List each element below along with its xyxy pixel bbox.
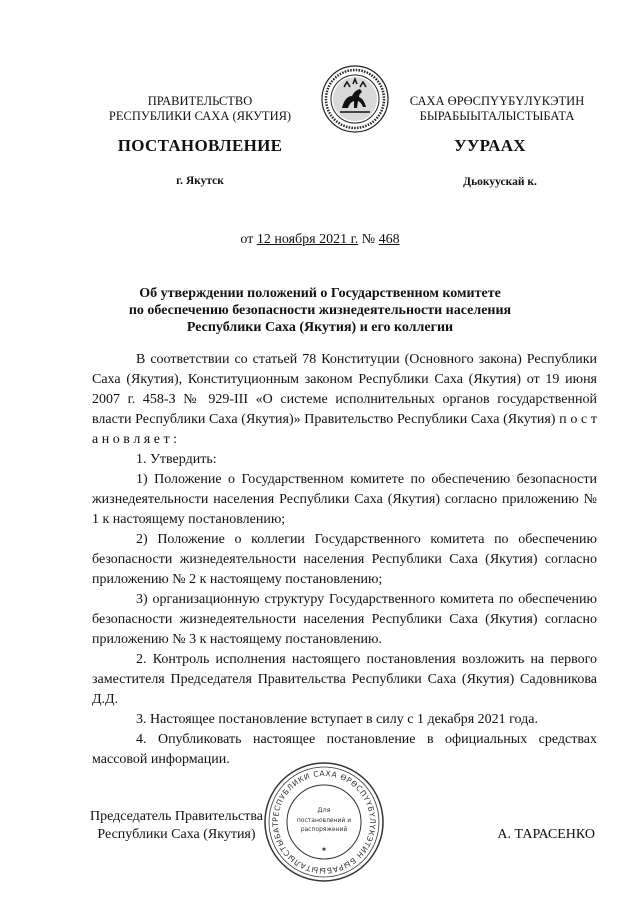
government-title-sakha: САХА ӨРӨСПҮҮБҮЛҮКЭТИН xyxy=(409,94,585,108)
doc-type-sakha: УУРААХ xyxy=(454,136,526,155)
official-stamp xyxy=(262,760,386,884)
item-1-2: 2) Положение о коллегии Государственного комитета по обеспечению безопасности жизнедеятельности населения Республики Саха (Якутия) согласно приложению № 2 к настоящему постановлению; xyxy=(92,532,597,587)
place-sakha: Дьокуускай к. xyxy=(463,176,537,188)
position-line-2: Республики Саха (Якутия) xyxy=(97,827,256,842)
item-3: 3. Настоящее постановление вступает в силу с 1 декабря 2021 года. xyxy=(136,712,538,727)
item-4: 4. Опубликовать настоящее постановление в официальных средствах массовой информации. xyxy=(92,732,597,767)
stamp-ring-text: РЕСПУБЛИКИ САХА ӨРӨСПҮҮБҮЛҮКЭТИН БЫРАБЫЫТАЛЫСТЫБАТ xyxy=(270,768,378,876)
government-title: ПРАВИТЕЛЬСТВО xyxy=(147,94,253,108)
header-right xyxy=(392,94,602,124)
republic-name: РЕСПУБЛИКИ САХА (ЯКУТИЯ) xyxy=(108,109,292,123)
document-date: 12 ноября 2021 г. xyxy=(256,232,359,247)
item-1-3: 3) организационную структуру Государственного комитета по обеспечению безопасности жизнедеятельности населения Республики Саха (Якутия) согласно приложению № 3 к настоящему постановлению. xyxy=(92,592,597,647)
stamp-center-line-1: Для xyxy=(317,806,331,814)
document-title xyxy=(60,285,580,336)
resolves-text: п о с т а н о в л я е т : xyxy=(92,412,598,447)
government-title-sakha-2: БЫРАБЫЫТАЛЫСТЫБАТА xyxy=(419,109,575,123)
title-line-3: Республики Саха (Якутия) и его коллегии xyxy=(186,320,454,335)
number-prefix: от xyxy=(240,232,254,247)
doc-type-russian: ПОСТАНОВЛЕНИЕ xyxy=(117,136,283,155)
coat-of-arms-emblem xyxy=(320,64,390,134)
title-line-2: по обеспечению безопасности жизнедеятельности населения xyxy=(128,303,512,318)
item-1-1: 1) Положение о Государственном комитете по обеспечению безопасности жизнедеятельности населения Республики Саха (Якутия) согласно приложению № 1 к настоящему постановлению; xyxy=(92,472,597,527)
document-number-line xyxy=(0,232,640,248)
signatory-name: А. ТАРАСЕНКО xyxy=(497,827,595,842)
signature-position xyxy=(90,808,263,844)
document-number: 468 xyxy=(378,232,400,247)
title-line-1: Об утверждении положений о Государственном комитете xyxy=(139,286,501,301)
stamp-star-bottom: ✶ xyxy=(320,845,328,854)
item-2: 2. Контроль исполнения настоящего постановления возложить на первого заместителя Председателя Правительства Республики Саха (Якутия) Садовникова Д.Д. xyxy=(92,652,597,707)
item-1: 1. Утвердить: xyxy=(136,452,217,467)
position-line-1: Председатель Правительства xyxy=(90,809,263,824)
stamp-center-line-3: распоряжений xyxy=(300,826,348,833)
intro-paragraph xyxy=(92,350,597,450)
number-sign: № xyxy=(361,232,376,247)
intro-text: В соответствии со статьей 78 Конституции (Основного закона) Республики Саха (Якутия), Конституционным законом Республики Саха (Якутия) от 19 июня 2007 г. 458-З № 929-III «О системе исполнительных органов государственной власти Республики Саха (Якутия)» Правительство Республики Саха (Якутия) xyxy=(92,352,597,427)
header-left xyxy=(100,94,300,124)
place-russian: г. Якутск xyxy=(176,175,224,187)
stamp-center-line-2: постановлений и xyxy=(296,817,352,824)
